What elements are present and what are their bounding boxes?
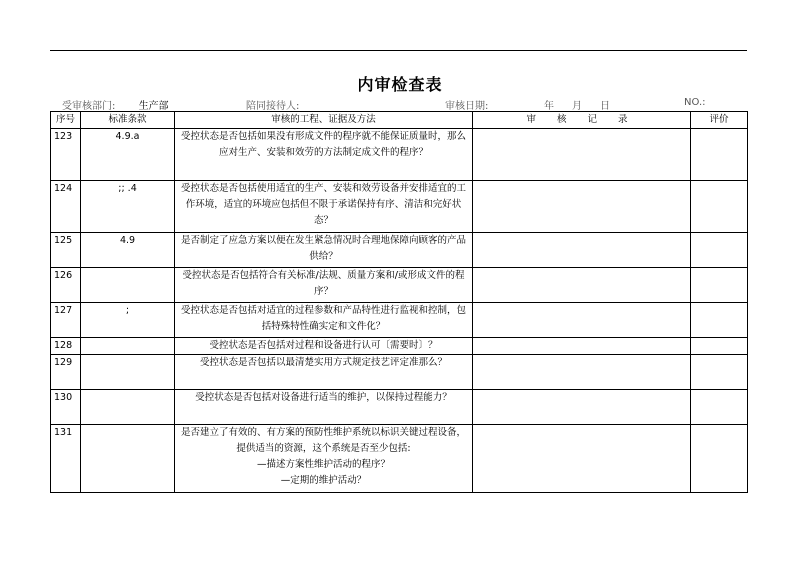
table-row <box>51 181 748 233</box>
row-evaluation <box>691 181 748 233</box>
table-row <box>51 129 748 181</box>
row-record <box>473 355 691 390</box>
header-record: 审 核 记 录 <box>473 112 691 129</box>
row-clause: 4.9 <box>81 233 175 268</box>
dept-value: 生产部 <box>138 101 169 112</box>
row-evaluation <box>691 390 748 425</box>
row-evaluation <box>691 129 748 181</box>
row-clause <box>81 355 175 390</box>
row-method: 受控状态是否包括使用适宜的生产、安装和效劳设备并安排适宜的工作环境，适宜的环境应包括但不限于承诺保持有序、清洁和完好状态？ <box>175 181 473 233</box>
table-row <box>51 425 748 493</box>
header-clause: 标准条款 <box>81 112 175 129</box>
row-method: 受控状态是否包括如果没有形成文件的程序就不能保证质量时，那么应对生产、安装和效劳的方法制定成文件的程序？ <box>175 129 473 181</box>
row-clause: ;; .4 <box>81 181 175 233</box>
row-number: 130 <box>51 390 81 425</box>
table-header-row <box>51 112 748 129</box>
row-clause: ; <box>81 303 175 338</box>
row-method: 受控状态是否包括对适宜的过程参数和产品特性进行监视和控制，包括特殊特性确实定和文件化？ <box>175 303 473 338</box>
row-record <box>473 268 691 303</box>
row-record <box>473 233 691 268</box>
row-evaluation <box>691 303 748 338</box>
row-evaluation <box>691 355 748 390</box>
date-year: 年 <box>544 101 554 112</box>
row-record <box>473 390 691 425</box>
escort-label: 陪同接待人: <box>246 101 300 112</box>
row-number: 124 <box>51 181 81 233</box>
row-number: 123 <box>51 129 81 181</box>
row-method: 受控状态是否包括对过程和设备进行认可〔需要时〕？ <box>175 338 473 355</box>
dept-label: 受审核部门: <box>62 101 116 112</box>
row-number: 128 <box>51 338 81 355</box>
row-record <box>473 303 691 338</box>
row-number: 126 <box>51 268 81 303</box>
row-evaluation <box>691 425 748 493</box>
row-clause: 4.9.a <box>81 129 175 181</box>
row-method: 是否建立了有效的、有方案的预防性维护系统以标识关键过程设备，提供适当的资源，这个系统是否至少包括: —描述方案性维护活动的程序？ —定期的维护活动？ <box>175 425 473 493</box>
table-row <box>51 233 748 268</box>
top-rule <box>50 50 747 51</box>
row-evaluation <box>691 268 748 303</box>
row-record <box>473 181 691 233</box>
page-title: 内审检查表 <box>357 75 443 94</box>
date-label: 审核日期: <box>445 101 489 112</box>
row-number: 129 <box>51 355 81 390</box>
row-number: 131 <box>51 425 81 493</box>
row-method: 受控状态是否包括以最清楚实用方式规定技艺评定准那么？ <box>175 355 473 390</box>
meta-dept <box>62 97 169 112</box>
row-evaluation <box>691 233 748 268</box>
row-clause <box>81 390 175 425</box>
header-method: 审核的工程、证据及方法 <box>175 112 473 129</box>
table-row <box>51 338 748 355</box>
header-no: 序号 <box>51 112 81 129</box>
row-record <box>473 425 691 493</box>
row-method: 受控状态是否包括对设备进行适当的维护，以保持过程能力？ <box>175 390 473 425</box>
no-label: NO.: <box>684 97 706 108</box>
date-month: 月 <box>572 101 582 112</box>
row-record <box>473 338 691 355</box>
table-row <box>51 303 748 338</box>
row-number: 127 <box>51 303 81 338</box>
row-method: 受控状态是否包括符合有关标准/法规、质量方案和/或形成文件的程序？ <box>175 268 473 303</box>
row-record <box>473 129 691 181</box>
row-clause <box>81 338 175 355</box>
row-number: 125 <box>51 233 81 268</box>
table-row <box>51 390 748 425</box>
date-day: 日 <box>600 101 610 112</box>
header-evaluation: 评价 <box>691 112 748 129</box>
row-clause <box>81 268 175 303</box>
row-method: 是否制定了应急方案以便在发生紧急情况时合理地保障向顾客的产品供给？ <box>175 233 473 268</box>
row-evaluation <box>691 338 748 355</box>
audit-table <box>50 111 748 493</box>
table-row <box>51 355 748 390</box>
table-row <box>51 268 748 303</box>
row-clause <box>81 425 175 493</box>
